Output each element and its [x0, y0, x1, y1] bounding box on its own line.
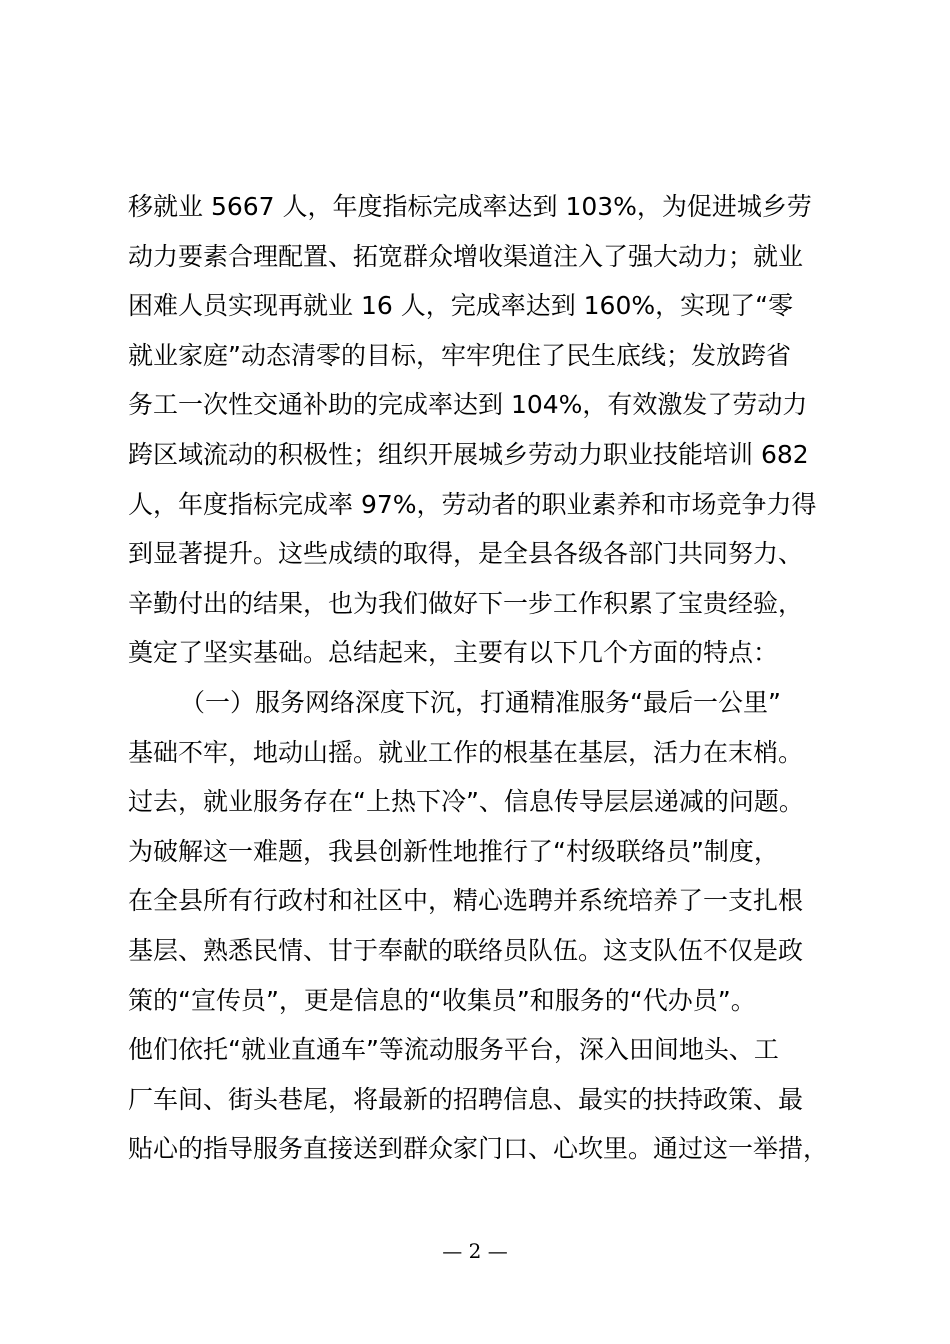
text-line: 在全县所有行政村和社区中，精心选聘并系统培养了一支扎根 — [128, 886, 804, 916]
text-line: 困难人员实现再就业 16 人，完成率达到 160%，实现了“零 — [128, 291, 794, 321]
text-line: 就业家庭”动态清零的目标，牢牢兜住了民生底线；发放跨省 — [128, 340, 791, 370]
text-line: 奠定了坚实基础。总结起来，主要有以下几个方面的特点： — [128, 638, 779, 668]
text-line: 他们依托“就业直通车”等流动服务平台，深入田间地头、工 — [128, 1035, 779, 1065]
text-line: 基层、熟悉民情、甘于奉献的联络员队伍。这支队伍不仅是政 — [128, 935, 804, 965]
text-line: 过去，就业服务存在“上热下冷”、信息传导层层递减的问题。 — [128, 787, 804, 817]
text-line: 基础不牢，地动山摇。就业工作的根基在基层，活力在末梢。 — [128, 737, 804, 767]
page-number: — 2 — — [442, 1239, 508, 1263]
text-line: 移就业 5667 人，年度指标完成率达到 103%，为促进城乡劳 — [128, 192, 812, 221]
text-line: 贴心的指导服务直接送到群众家门口、心坎里。通过这一举措， — [128, 1134, 829, 1164]
text-line: 跨区域流动的积极性；组织开展城乡劳动力职业技能培训 682 — [128, 439, 809, 469]
text-line: 厂车间、街头巷尾，将最新的招聘信息、最实的扶持政策、最 — [128, 1084, 804, 1114]
text-line: 人，年度指标完成率 97%，劳动者的职业素养和市场竞争力得 — [128, 489, 817, 519]
text-line: 为破解这一难题，我县创新性地推行了“村级联络员”制度， — [128, 836, 779, 866]
text-line: 辛勤付出的结果，也为我们做好下一步工作积累了宝贵经验， — [128, 588, 804, 618]
text-line: 务工一次性交通补助的完成率达到 104%，有效激发了劳动力 — [128, 390, 808, 420]
section-heading: （一）服务网络深度下沉，打通精准服务“最后一公里” — [180, 687, 781, 717]
body-text — [128, 182, 858, 1174]
text-line: 动力要素合理配置、拓宽群众增收渠道注入了强大动力；就业 — [128, 241, 804, 271]
text-line: 到显著提升。这些成绩的取得，是全县各级各部门共同努力、 — [128, 539, 804, 569]
text-line: 策的“宣传员”，更是信息的“收集员”和服务的“代办员”。 — [128, 985, 756, 1015]
